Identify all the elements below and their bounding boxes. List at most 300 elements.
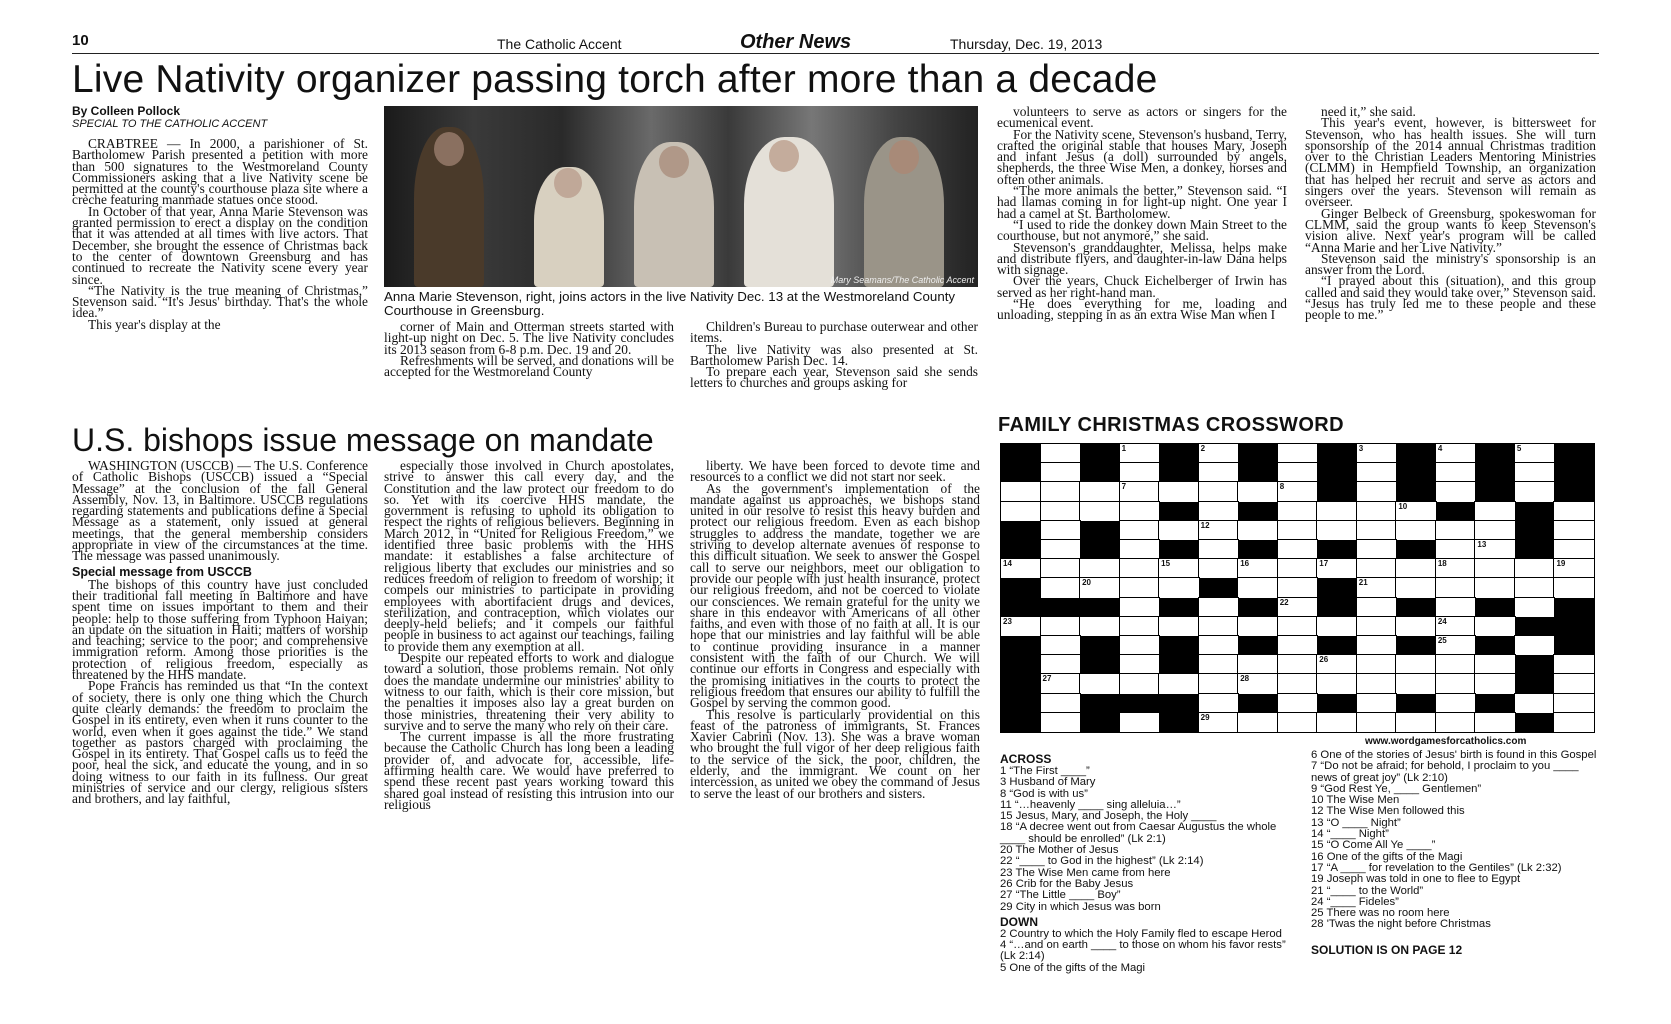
story2-column-2 xyxy=(384,460,674,980)
crossword-cell[interactable] xyxy=(1120,463,1160,482)
crossword-block xyxy=(1080,444,1120,463)
crossword-cell[interactable] xyxy=(1554,559,1594,578)
issue-date: Thursday, Dec. 19, 2013 xyxy=(950,36,1103,52)
clue: 19 Joseph was told in one to flee to Egypt xyxy=(1311,873,1521,886)
crossword-cell[interactable] xyxy=(1357,655,1397,674)
crossword-cell[interactable] xyxy=(1475,502,1515,521)
crossword-cell[interactable] xyxy=(1396,655,1436,674)
paragraph: corner of Main and Otterman streets started with light-up night on Dec. 5. The live Nativity concludes its 2013 season from 6-8 p.m. Dec. 19 and 20. xyxy=(384,321,674,357)
crossword-cell[interactable] xyxy=(1278,502,1318,521)
crossword-block xyxy=(1159,540,1199,559)
story1-column-4 xyxy=(997,106,1287,409)
crossword-cell[interactable] xyxy=(1278,463,1318,482)
clue: 24 “____ Fideles” xyxy=(1311,895,1399,908)
cell-number: 1 xyxy=(1121,444,1127,453)
crossword-cell[interactable] xyxy=(1080,502,1120,521)
paragraph: For the Nativity scene, Stevenson's husband, Terry, crafted the original stable that houses Mary, Joseph and infant Jesus (a doll) surrounded by angels, shepherds, the three Wise Men, a donkey, horses and often other animals. xyxy=(997,126,1287,187)
crossword-cell[interactable] xyxy=(1436,482,1476,501)
publication-name: The Catholic Accent xyxy=(497,36,622,52)
crossword-block xyxy=(1554,463,1594,482)
crossword-cell[interactable] xyxy=(1515,598,1555,617)
crossword-block xyxy=(1238,636,1278,655)
crossword-cell[interactable] xyxy=(1278,540,1318,559)
cell-number: 16 xyxy=(1240,559,1250,569)
cell-number: 2 xyxy=(1200,444,1206,453)
crossword-cell[interactable] xyxy=(1278,713,1318,732)
crossword-cell[interactable] xyxy=(1159,482,1199,501)
crossword-block xyxy=(1001,540,1041,559)
crossword-block xyxy=(1001,444,1041,463)
crossword-cell[interactable] xyxy=(1041,636,1081,655)
crossword-cell[interactable] xyxy=(1278,482,1318,501)
story2-subhead: Special message from USCCB xyxy=(72,564,252,579)
crossword-block xyxy=(1159,463,1199,482)
crossword-block xyxy=(1475,482,1515,501)
crossword-block xyxy=(1159,502,1199,521)
cell-number: 24 xyxy=(1437,616,1447,626)
crossword-block xyxy=(1515,540,1555,559)
cell-number: 28 xyxy=(1240,674,1250,684)
crossword-clues-left xyxy=(1000,750,1292,974)
crossword-cell[interactable] xyxy=(1278,655,1318,674)
crossword-cell[interactable] xyxy=(1278,444,1318,463)
crossword-cell[interactable] xyxy=(1080,482,1120,501)
crossword-cell[interactable] xyxy=(1199,636,1239,655)
clue: 2 Country to which the Holy Family fled to escape Herod xyxy=(1000,927,1282,940)
crossword-cell[interactable] xyxy=(1041,578,1081,597)
crossword-block xyxy=(1080,694,1120,713)
crossword-cell[interactable] xyxy=(1317,617,1357,636)
cell-number: 26 xyxy=(1319,655,1329,665)
crossword-cell[interactable] xyxy=(1554,521,1594,540)
crossword-cell[interactable] xyxy=(1278,694,1318,713)
crossword-cell[interactable] xyxy=(1041,694,1081,713)
crossword-cell[interactable] xyxy=(1554,578,1594,597)
nativity-photo xyxy=(384,106,978,287)
crossword-cell[interactable] xyxy=(1475,578,1515,597)
clue: 27 “The Little ____ Boy” xyxy=(1000,889,1121,902)
clue: 14 “____ Night” xyxy=(1311,828,1389,841)
clue: 16 One of the gifts of the Magi xyxy=(1311,850,1463,863)
crossword-block xyxy=(1001,578,1041,597)
crossword-cell[interactable] xyxy=(1396,674,1436,693)
crossword-block xyxy=(1238,694,1278,713)
cell-number: 19 xyxy=(1556,559,1566,569)
crossword-cell[interactable] xyxy=(1001,617,1041,636)
clue: 15 Jesus, Mary, and Joseph, the Holy ____ xyxy=(1000,810,1217,823)
crossword-block xyxy=(1001,598,1041,617)
crossword-cell[interactable] xyxy=(1475,617,1515,636)
crossword-cell[interactable] xyxy=(1357,578,1397,597)
crossword-cell[interactable] xyxy=(1475,674,1515,693)
crossword-cell[interactable] xyxy=(1554,540,1594,559)
crossword-cell[interactable] xyxy=(1238,617,1278,636)
cell-number: 5 xyxy=(1516,444,1522,453)
crossword-block xyxy=(1475,598,1515,617)
crossword-cell[interactable] xyxy=(1317,521,1357,540)
cell-number: 4 xyxy=(1437,444,1443,453)
crossword-cell[interactable] xyxy=(1199,674,1239,693)
crossword-block xyxy=(1080,521,1120,540)
crossword-cell[interactable] xyxy=(1357,444,1397,463)
crossword-cell[interactable] xyxy=(1041,463,1081,482)
crossword-block xyxy=(1317,444,1357,463)
crossword-cell[interactable] xyxy=(1159,617,1199,636)
crossword-block xyxy=(1080,655,1120,674)
crossword-cell[interactable] xyxy=(1199,482,1239,501)
across-clues xyxy=(1000,766,1292,913)
crossword-cell[interactable] xyxy=(1278,578,1318,597)
paragraph: As the government's implementation of the mandate against us approaches, we bishops stand united in our resolve to resist this heavy burden and protect our religious freedom. Even as each bishop struggles to address the mandate, together we are striving to develop alternate avenues of response to this difficult situation. We seek to answer the Gospel call to serve our neighbors, meet our obligation to provide our people with just health insurance, protect our religious freedom, and not be coerced to violate our consciences. We remain grateful for the unity we share in this endeavor with Americans of all other faiths, and even with those of no faith at all. It is our hope that our ministries and lay faithful will be able to continue providing insurance in a manner consistent with the faith of our Church. We will continue our efforts in Congress and especially with the promising initiatives in the courts to protect the religious freedom that ensures our ability to fulfill the Gospel by serving the common good. xyxy=(690,480,980,711)
crossword-cell[interactable] xyxy=(1120,502,1160,521)
crossword-block xyxy=(1515,617,1555,636)
crossword-block xyxy=(1554,444,1594,463)
clue: 18 “A decree went out from Caesar Augustus the whole ____ should be enrolled” (Lk 2:1) xyxy=(1000,821,1277,845)
story1-col1-text xyxy=(72,138,368,330)
story2-headline: U.S. bishops issue message on mandate xyxy=(72,422,654,458)
crossword-cell[interactable] xyxy=(1120,713,1160,732)
crossword-cell[interactable] xyxy=(1041,617,1081,636)
crossword-block xyxy=(1238,502,1278,521)
cell-number: 12 xyxy=(1200,520,1210,530)
crossword-cell[interactable] xyxy=(1041,674,1081,693)
crossword-cell[interactable] xyxy=(1396,521,1436,540)
crossword-cell[interactable] xyxy=(1041,655,1081,674)
clue: 7 “Do not be afraid; for behold, I proclaim to you ____ news of great joy” (Lk 2:10) xyxy=(1311,760,1579,784)
crossword-block xyxy=(1515,655,1555,674)
crossword-cell[interactable] xyxy=(1199,444,1239,463)
crossword-block xyxy=(1317,694,1357,713)
crossword-cell[interactable] xyxy=(1120,521,1160,540)
crossword-cell[interactable] xyxy=(1436,578,1476,597)
crossword-cell[interactable] xyxy=(1357,636,1397,655)
crossword-cell[interactable] xyxy=(1436,713,1476,732)
crossword-cell[interactable] xyxy=(1515,636,1555,655)
crossword-cell[interactable] xyxy=(1238,713,1278,732)
clue: 21 “____ to the World” xyxy=(1311,884,1424,897)
clue: 28 'Twas the night before Christmas xyxy=(1311,918,1491,931)
crossword-cell[interactable] xyxy=(1041,482,1081,501)
paragraph: In October of that year, Anna Marie Stevenson was granted permission to erect a display on the condition that it was attended at all times with live actors. That December, she brought the essence of Christmas back to the center of downtown Greensburg and has continued to recreate the Nativity scene every year since. xyxy=(72,203,368,287)
photo-caption: Anna Marie Stevenson, right, joins actors in the live Nativity Dec. 13 at the Westmoreland County Courthouse in Greensburg. xyxy=(384,289,956,318)
crossword-cell[interactable] xyxy=(1199,694,1239,713)
crossword-block xyxy=(1159,713,1199,732)
crossword-cell[interactable] xyxy=(1199,617,1239,636)
crossword-cell[interactable] xyxy=(1317,502,1357,521)
crossword-cell[interactable] xyxy=(1199,502,1239,521)
paragraph: The bishops of this country have just concluded their traditional fall meeting in Baltimore and have spent time on issues important to them and their people: help to those suffering from Typhoon Haiyan; an update on the situation in Haiti; matters of worship and teaching; service to the poor; and comprehensive immigration reform. Among those priorities is the protection of religious freedom, especially as threatened by the HHS mandate. xyxy=(72,576,368,683)
crossword-cell[interactable] xyxy=(1515,578,1555,597)
crossword-cell[interactable] xyxy=(1357,463,1397,482)
crossword-block xyxy=(1515,713,1555,732)
crossword-cell[interactable] xyxy=(1278,674,1318,693)
paragraph: especially those involved in Church apostolates, strive to answer this call every day, and the Constitution and the law protect our freedom to do so. Yet with its coercive HHS mandate, the government is refusing to uphold its obligation to respect the rights of religious believers. Beginning in March 2012, in “United for Religious Freedom,” we identified three basic problems with the HHS mandate: it establishes a false architecture of religious liberty that excludes our ministries and so reduces freedom of religion to freedom of worship; it compels our ministries to participate in providing employees with abortifacient drugs and devices, sterilization, and contraception, which violates our deeply-held beliefs; and it compels our faithful people in business to act against our teachings, failing to provide them any exemption at all. xyxy=(384,460,674,654)
crossword-cell[interactable] xyxy=(1396,713,1436,732)
crossword-cell[interactable] xyxy=(1436,617,1476,636)
crossword-cell[interactable] xyxy=(1159,521,1199,540)
down-clues-continued xyxy=(1311,750,1601,931)
crossword-cell[interactable] xyxy=(1199,713,1239,732)
crossword-cell[interactable] xyxy=(1396,617,1436,636)
crossword-block xyxy=(1317,463,1357,482)
crossword-block xyxy=(1159,598,1199,617)
crossword-block xyxy=(1396,463,1436,482)
crossword-block xyxy=(1159,694,1199,713)
clue: 4 “…and on earth ____ to those on whom his favor rests” (Lk 2:14) xyxy=(1000,939,1286,963)
crossword-cell[interactable] xyxy=(1396,502,1436,521)
crossword-cell[interactable] xyxy=(1278,559,1318,578)
paragraph: Despite our repeated efforts to work and dialogue toward a solution, those problems remain. Not only does the mandate undermine our ministries' ability to witness to our faith, which is their core mission, but the penalties it imposes also lay a great burden on those ministries, threatening their very ability to survive and to serve the many who rely on their care. xyxy=(384,650,674,733)
crossword-cell[interactable] xyxy=(1120,655,1160,674)
crossword-cell[interactable] xyxy=(1475,521,1515,540)
crossword-cell[interactable] xyxy=(1357,713,1397,732)
crossword-block xyxy=(1317,482,1357,501)
crossword-cell[interactable] xyxy=(1120,598,1160,617)
cell-number: 8 xyxy=(1279,482,1285,492)
clue: 10 The Wise Men xyxy=(1311,794,1400,807)
paragraph: Children's Bureau to purchase outerwear and other items. xyxy=(690,321,978,346)
crossword-cell[interactable] xyxy=(1041,444,1081,463)
crossword-block xyxy=(1001,521,1041,540)
paragraph: Refreshments will be served, and donations will be accepted for the Westmoreland County xyxy=(384,352,674,380)
cell-number: 17 xyxy=(1319,559,1329,569)
paragraph: volunteers to serve as actors or singers for the ecumenical event. xyxy=(997,106,1287,131)
paragraph: “He does everything for me, loading and unloading, stepping in as an extra Wise Man when I xyxy=(997,296,1287,323)
paragraph: “I prayed about this (situation), and this group called and said they would take over,” Stevenson said. “Jesus has truly led me to these people and these people to me.” xyxy=(1305,273,1596,323)
cell-number: 18 xyxy=(1437,559,1447,569)
byline-note: SPECIAL TO THE CATHOLIC ACCENT xyxy=(72,118,268,130)
crossword-cell[interactable] xyxy=(1515,463,1555,482)
crossword-cell[interactable] xyxy=(1080,559,1120,578)
crossword-cell[interactable] xyxy=(1278,636,1318,655)
crossword-cell[interactable] xyxy=(1436,540,1476,559)
crossword-cell[interactable] xyxy=(1357,617,1397,636)
crossword-block xyxy=(1080,598,1120,617)
crossword-clues-right xyxy=(1311,750,1601,931)
paragraph: liberty. We have been forced to devote time and resources to a conflict we did not start nor seek. xyxy=(690,460,980,485)
crossword-cell[interactable] xyxy=(1238,578,1278,597)
crossword-cell[interactable] xyxy=(1554,713,1594,732)
clue: 3 Husband of Mary xyxy=(1000,776,1096,789)
page-number: 10 xyxy=(72,32,89,49)
crossword-cell[interactable] xyxy=(1278,617,1318,636)
crossword-cell[interactable] xyxy=(1317,559,1357,578)
crossword-cell[interactable] xyxy=(1396,559,1436,578)
crossword-cell[interactable] xyxy=(1436,521,1476,540)
crossword-cell[interactable] xyxy=(1475,655,1515,674)
crossword-cell[interactable] xyxy=(1515,444,1555,463)
cell-number: 20 xyxy=(1082,578,1091,588)
crossword-cell[interactable] xyxy=(1436,694,1476,713)
paragraph: Over the years, Chuck Eichelberger of Irwin has served as her right-hand man. xyxy=(997,273,1287,300)
crossword-block xyxy=(1080,540,1120,559)
crossword-cell[interactable] xyxy=(1001,559,1041,578)
paragraph: This year's display at the xyxy=(88,316,221,332)
crossword-cell[interactable] xyxy=(1357,482,1397,501)
crossword-cell[interactable] xyxy=(1159,578,1199,597)
crossword-cell[interactable] xyxy=(1357,694,1397,713)
crossword-block xyxy=(1515,674,1555,693)
crossword-cell[interactable] xyxy=(1080,674,1120,693)
story1-column-5 xyxy=(1305,106,1596,409)
story2-column-3 xyxy=(690,460,980,980)
crossword-cell[interactable] xyxy=(1554,674,1594,693)
crossword-cell[interactable] xyxy=(1120,674,1160,693)
crossword-cell[interactable] xyxy=(1041,502,1081,521)
clue: 17 “A ____ for revelation to the Gentiles” (Lk 2:32) xyxy=(1311,861,1562,874)
crossword-cell[interactable] xyxy=(1436,463,1476,482)
cell-number: 15 xyxy=(1161,559,1171,569)
crossword-cell[interactable] xyxy=(1199,540,1239,559)
crossword-block xyxy=(1396,444,1436,463)
story2-column-1 xyxy=(72,460,368,980)
paragraph: Stevenson's granddaughter, Melissa, helps make and distribute flyers, and daughter-in-law Dana helps with signage. xyxy=(997,239,1287,278)
crossword-cell[interactable] xyxy=(1120,540,1160,559)
crossword-cell[interactable] xyxy=(1199,559,1239,578)
crossword-cell[interactable] xyxy=(1554,502,1594,521)
crossword-cell[interactable] xyxy=(1357,502,1397,521)
crossword-cell[interactable] xyxy=(1515,559,1555,578)
paragraph: “The Nativity is the true meaning of Christmas,” Stevenson said. “It's Jesus' birthday. That's the whole idea.” xyxy=(72,282,368,321)
crossword-cell[interactable] xyxy=(1317,674,1357,693)
paragraph: need it,” she said. xyxy=(1321,106,1416,119)
cell-number: 13 xyxy=(1477,540,1487,549)
crossword-block xyxy=(1317,636,1357,655)
crossword-cell[interactable] xyxy=(1554,655,1594,674)
crossword-cell[interactable] xyxy=(1238,482,1278,501)
clue: 6 One of the stories of Jesus' birth is found in this Gospel xyxy=(1311,749,1597,761)
crossword-cell[interactable] xyxy=(1159,559,1199,578)
clue: 26 Crib for the Baby Jesus xyxy=(1000,877,1134,890)
clue: 23 The Wise Men came from here xyxy=(1000,866,1171,879)
header-rule xyxy=(72,53,1599,54)
paragraph: WASHINGTON (USCCB) — The U.S. Conference of Catholic Bishops (USCCB) issued a “Special Message” at the conclusion of the fall General Assembly, Nov. 13, in Baltimore. USCCB regulations regarding statements and publications define a Special Message as a statement, only issued at general meetings, that the general membership considers appropriate in view of the circumstances at the time. The message was passed unanimously. xyxy=(72,460,368,564)
paragraph: This year's event, however, is bittersweet for Stevenson, who has health issues. She will turn sponsorship of the 2014 annual Christmas tradition over to the Christian Leaders Mentoring Ministries (CLMM) in Hempfield Township, an organization that has helped her recruit and serve as actors and singers over the years. Stevenson will remain as overseer. xyxy=(1305,115,1596,210)
crossword-cell[interactable] xyxy=(1436,655,1476,674)
crossword-block xyxy=(1001,674,1041,693)
crossword-cell[interactable] xyxy=(1396,578,1436,597)
crossword-block xyxy=(1436,502,1476,521)
section-name: Other News xyxy=(740,31,852,53)
crossword-cell[interactable] xyxy=(1238,559,1278,578)
crossword-cell[interactable] xyxy=(1436,444,1476,463)
cell-number: 14 xyxy=(1003,559,1012,569)
crossword-cell[interactable] xyxy=(1120,482,1160,501)
crossword-cell[interactable] xyxy=(1436,636,1476,655)
crossword-website: www.wordgamesforcatholics.com xyxy=(1365,736,1527,747)
cell-number: 3 xyxy=(1358,444,1364,453)
crossword-block xyxy=(1001,713,1041,732)
crossword-cell[interactable] xyxy=(1357,521,1397,540)
crossword-block xyxy=(1515,521,1555,540)
crossword-block xyxy=(1396,482,1436,501)
crossword-cell[interactable] xyxy=(1475,559,1515,578)
cell-number: 29 xyxy=(1200,712,1210,722)
clue: 9 “God Rest Ye, ____ Gentlemen” xyxy=(1311,782,1482,795)
crossword-cell[interactable] xyxy=(1001,502,1041,521)
crossword-cell[interactable] xyxy=(1159,674,1199,693)
photo-credit: Mary Seamans/The Catholic Accent xyxy=(830,275,974,285)
crossword-cell[interactable] xyxy=(1001,482,1041,501)
crossword-cell[interactable] xyxy=(1080,578,1120,597)
crossword-block xyxy=(1475,444,1515,463)
crossword-block xyxy=(1396,598,1436,617)
crossword-block xyxy=(1080,713,1120,732)
crossword-cell[interactable] xyxy=(1317,655,1357,674)
crossword-cell[interactable] xyxy=(1120,636,1160,655)
crossword-cell[interactable] xyxy=(1120,617,1160,636)
story1-column-2 xyxy=(384,321,674,411)
crossword-block xyxy=(1238,540,1278,559)
paragraph: Pope Francis has reminded us that “In the context of society, there is only one thing which the Church quite clearly demands: the freedom to proclaim the Gospel in its entirety, even when it runs counter to the world, even when it goes against the tide.” We stand together as pastors charged with proclaiming the Gospel in its entirety. That Gospel calls us to feed the poor, heal the sick, and educate the young, and in so doing witness to our faith in its fullness. Our great ministries of service and our clergy, religious sisters and brothers, and lay faithful, xyxy=(72,678,368,807)
cell-number: 27 xyxy=(1042,674,1052,684)
crossword-cell[interactable] xyxy=(1554,694,1594,713)
crossword-cell[interactable] xyxy=(1041,540,1081,559)
story2-col1-intro xyxy=(72,460,368,562)
page-header xyxy=(72,30,1599,52)
crossword-cell[interactable] xyxy=(1475,540,1515,559)
crossword-cell[interactable] xyxy=(1120,578,1160,597)
clue: 5 One of the gifts of the Magi xyxy=(1000,961,1146,974)
crossword-cell[interactable] xyxy=(1199,655,1239,674)
crossword-cell[interactable] xyxy=(1041,521,1081,540)
crossword-cell[interactable] xyxy=(1357,540,1397,559)
crossword-cell[interactable] xyxy=(1515,694,1555,713)
crossword-cell[interactable] xyxy=(1436,559,1476,578)
crossword-cell[interactable] xyxy=(1515,482,1555,501)
crossword-cell[interactable] xyxy=(1436,598,1476,617)
crossword-cell[interactable] xyxy=(1436,674,1476,693)
crossword-cell[interactable] xyxy=(1238,655,1278,674)
crossword-cell[interactable] xyxy=(1120,559,1160,578)
crossword-block xyxy=(1041,598,1081,617)
paragraph: The live Nativity was also presented at St. Bartholomew Parish Dec. 14. xyxy=(690,341,978,368)
crossword-block xyxy=(1080,636,1120,655)
cell-number: 23 xyxy=(1003,616,1012,626)
crossword-cell[interactable] xyxy=(1120,444,1160,463)
crossword-cell[interactable] xyxy=(1041,713,1081,732)
crossword-cell[interactable] xyxy=(1238,521,1278,540)
down-heading: DOWN xyxy=(1000,914,1038,929)
crossword-block xyxy=(1515,502,1555,521)
clue: 29 City in which Jesus was born xyxy=(1000,900,1161,913)
crossword-cell[interactable] xyxy=(1317,713,1357,732)
clue: 1 “The First ____” xyxy=(1000,765,1090,777)
crossword-cell[interactable] xyxy=(1357,598,1397,617)
clue: 22 “____ to God in the highest” (Lk 2:14) xyxy=(1000,855,1204,868)
crossword-block xyxy=(1554,636,1594,655)
crossword-cell[interactable] xyxy=(1080,617,1120,636)
paragraph: “The more animals the better,” Stevenson said. “I had llamas coming in for light-up night. One year I had a camel at St. Bartholomew. xyxy=(997,183,1287,221)
story1-column-3 xyxy=(690,321,978,411)
crossword-cell[interactable] xyxy=(1357,559,1397,578)
crossword-cell[interactable] xyxy=(1357,674,1397,693)
crossword-cell[interactable] xyxy=(1278,521,1318,540)
crossword-cell[interactable] xyxy=(1475,713,1515,732)
crossword-cell[interactable] xyxy=(1041,559,1081,578)
crossword-cell[interactable] xyxy=(1199,463,1239,482)
crossword-block xyxy=(1159,636,1199,655)
crossword-block xyxy=(1001,463,1041,482)
cell-number: 7 xyxy=(1121,482,1127,492)
crossword-cell[interactable] xyxy=(1238,674,1278,693)
crossword-cell[interactable] xyxy=(1199,598,1239,617)
paragraph: “I used to ride the donkey down Main Street to the courthouse, but not anymore,” she said. xyxy=(997,216,1287,244)
crossword-block xyxy=(1475,694,1515,713)
crossword-cell[interactable] xyxy=(1199,521,1239,540)
crossword-cell[interactable] xyxy=(1278,598,1318,617)
story2-col1-body xyxy=(72,576,368,807)
